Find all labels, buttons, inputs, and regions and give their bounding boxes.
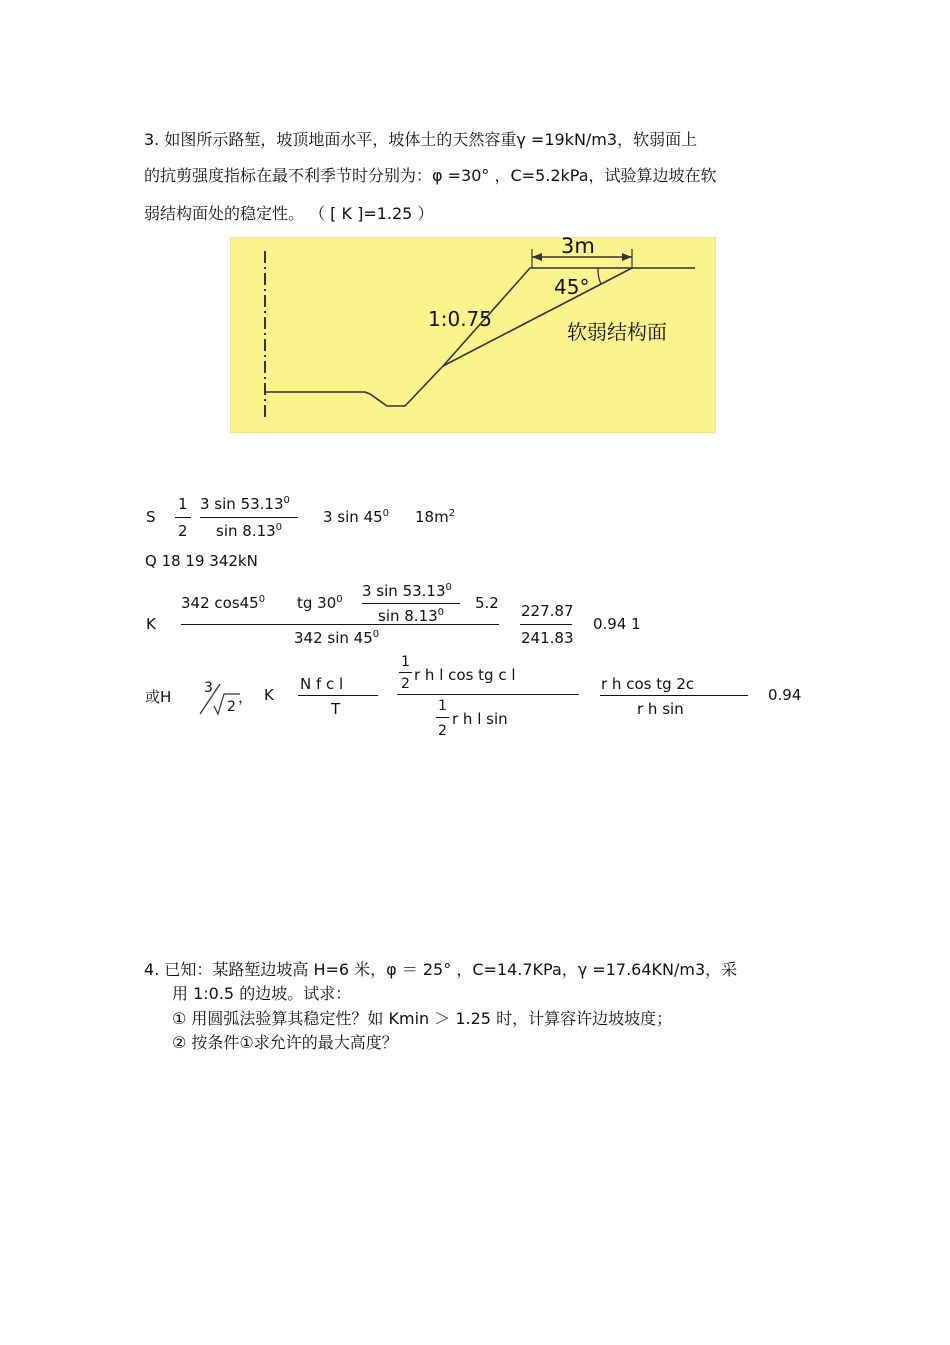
eq-h-f1-den: T [331,700,341,718]
eq-h-comma: ， [238,688,254,706]
eq-h-f1-num: N f c l [300,675,344,693]
eq-k-den: 342 $\sin 45^0$ [294,629,380,647]
q4-line-1: 4. 已知：某路堑边坡高 H=6 米，φ ＝ 25° ，C=14.7KPa，γ =17.64KN/m3，采 [144,960,738,979]
q3-line-3: 弱结构面处的稳定性。 （ [ K ]=1.25 ） [144,204,434,223]
eq-h-num: 3 [204,680,213,696]
q4-item-1: ① 用圆弧法验算其稳定性？如 Kmin ＞ 1.25 时，计算容许边坡坡度； [172,1009,673,1028]
eq-h-result: 0.94 [768,686,802,704]
eq-h-f3-num: r h cos tg 2c [601,675,695,693]
q4-line-2: 用 1:0.5 的边坡。试求： [172,984,352,1003]
eq-k-result: 0.94 1 [593,615,641,633]
eq-s-half-num: 1 [178,495,188,513]
eq-h-k: K [264,686,274,704]
width-label: 3m [561,234,595,258]
eq-s-rest1: 3 $\sin 45^0$ [323,508,390,526]
eq-k-num-c: 5.2 [475,594,499,612]
weak-plane-label: 软弱结构面 [567,320,667,344]
eq-s-lhs: S [146,508,156,526]
eq-h-f2-half-num-2: 1 [438,698,447,714]
slope-figure [230,234,716,433]
eq-h-f2-half-den: 2 [401,676,410,692]
eq-k-ratio-num: 227.87 [521,602,574,620]
eq-h-f2-num: r h l cos tg c l [414,666,516,684]
slope-label: 1:0.75 [428,307,492,331]
equation-q: Q 18 19 342kN [145,552,258,570]
eq-s-den: sin 8.13$^0$ [216,522,283,540]
eq-k-inner-den: sin 8.13$^0$ [378,607,445,625]
eq-h-f2-half-num: 1 [401,654,410,670]
eq-h-f3-den: r h sin [637,700,684,718]
eq-k-inner-num: 3 sin 53.13$^0$ [362,582,452,600]
q3-line-2: 的抗剪强度指标在最不利季节时分别为：φ =30° ，C=5.2kPa，试验算边坡在软 [144,166,717,185]
eq-s-num: 3 sin 53.13$^0$ [200,495,290,513]
eq-h-den: 2 [227,699,236,715]
eq-k-lhs: K [146,615,156,633]
eq-s-result: $18m^2$ [415,508,456,526]
angle-label: 45° [554,275,590,299]
eq-h-f2-half-den-2: 2 [438,723,447,739]
eq-h-prefix: 或H [145,688,172,706]
q3-line-1: 3. 如图所示路堑，坡顶地面水平，坡体土的天然容重γ =19kN/m3，软弱面上 [144,130,698,149]
eq-k-ratio-den: 241.83 [521,629,574,647]
q4-item-2: ② 按条件①求允许的最大高度？ [172,1033,398,1052]
eq-s-half-den: 2 [178,522,188,540]
eq-h-f2-den: r h l sin [452,710,508,728]
eq-k-num-a: 342 $\cos 45^0$ [181,594,266,612]
eq-k-num-b: tg $30^0$ [297,594,343,612]
